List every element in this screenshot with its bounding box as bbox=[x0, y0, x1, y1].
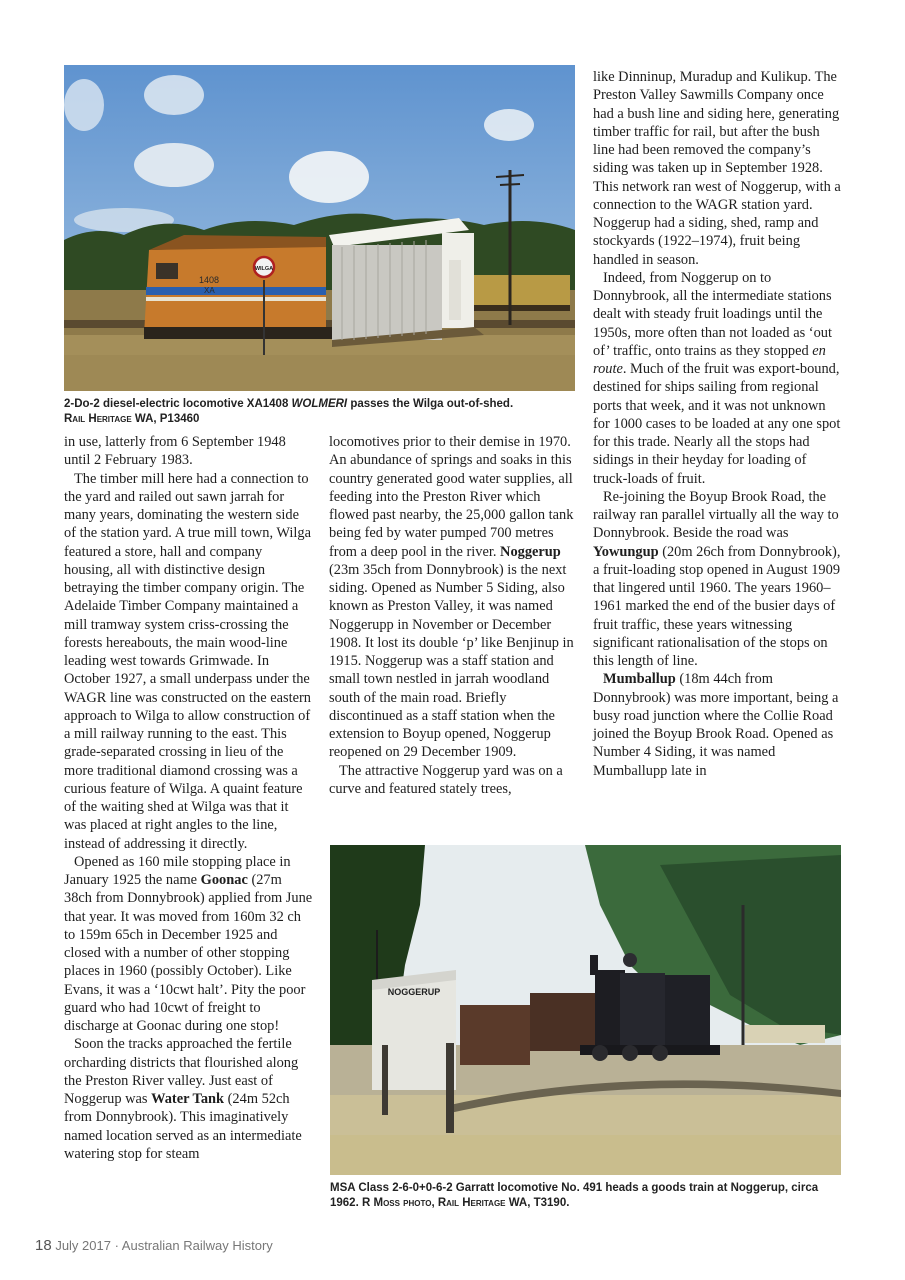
col3-paragraph: Re-joining the Boyup Brook Road, the railway ran parallel virtually all the way to Donnybrook. Beside the road was Yowungup (20m 26ch from Donnybrook), a fruit-loading stop opened in August 1909 that lingered until 1960. The years 1960–1961 marked the end of the busier days of fruit traffic, these years witnessing significant rationalisation of the stops on this length of line. bbox=[593, 488, 841, 669]
wilga-sign-text: WILGA bbox=[254, 266, 274, 272]
col1-paragraph: Opened as 160 mile stopping place in January 1925 the name Goonac (27m 38ch from Donnybrook) applied from June that year. It was moved from 160m 32 ch to 159m 65ch in December 1925 and closed with a number of other stopping places in 1960 (possibly October). Like Evans, it was a ‘10cwt halt’. Pity the poor guard who had 10cwt of freight to discharge at Goonac during one stop! bbox=[64, 853, 313, 1034]
col1-paragraph: Soon the tracks approached the fertile orcharding districts that flourished along the Preston River valley. Just east of Noggerup was Water Tank (24m 52ch from Donnybrook). This imaginatively named location served as an intermediate watering stop for steam bbox=[64, 1036, 302, 1162]
col3-paragraph: Indeed, from Noggerup on to Donnybrook, all the intermediate stations dealt with steady fruit loadings until the 1950s, more often than not loaded as ‘out of’ traffic, onto trains as they stopped en route. Much of the fruit was export-bound, destined for ships sailing from regional ports that week, and it was not unknown for 1000 cases to be loaded at any one spot for this trade. Nearly all the stops had sidings in their heyday for loading of truck-loads of fruit. bbox=[593, 269, 841, 487]
photo-garratt-noggerup bbox=[330, 845, 841, 1175]
col2-paragraph: The attractive Noggerup yard was on a curve and featured stately trees, bbox=[329, 762, 563, 797]
loco-letters-text: XA bbox=[204, 286, 215, 295]
footer-text: July 2017 · Australian Railway History bbox=[55, 1238, 273, 1253]
column-2 bbox=[329, 433, 575, 798]
photo1-caption: 2-Do-2 diesel-electric locomotive XA1408 WOLMERI passes the Wilga out-of-shed. Rail Heritage WA, P13460 bbox=[64, 398, 514, 425]
photo-xa1408-wilga bbox=[64, 65, 575, 391]
photo2-credit: R Moss photo, Rail Heritage WA, T3190. bbox=[361, 1197, 570, 1209]
column-1 bbox=[64, 433, 313, 1163]
loco-number-text: 1408 bbox=[199, 275, 220, 285]
photo1-credit: Rail Heritage WA, P13460 bbox=[64, 413, 200, 425]
noggerup-sign-text: NOGGERUP bbox=[387, 987, 441, 997]
page-number: 18 bbox=[35, 1237, 52, 1254]
col1-paragraph: The timber mill here had a connection to the yard and railed out sawn jarrah for many years, dominating the western side of the station yard. A true mill town, Wilga featured a store, hall and company housing, all with distinctive design betraying the timber company origin. The Adelaide Timber Company maintained a mill tramway system criss-crossing the forests hereabouts, the main wood-line leading west towards Grimwade. In October 1927, a small underpass under the WAGR line was constructed on the eastern approach to Wilga to allow construction of a mill railway running to the east. This grade-separated crossing in lieu of the more traditional diamond crossing was a curious feature of Wilga. A quaint feature of the waiting shed at Wilga was that it was placed at right angles to the line, instead of addressing it directly. bbox=[64, 470, 311, 852]
col1-paragraph: in use, latterly from 6 September 1948 until 2 February 1983. bbox=[64, 434, 286, 469]
col2-paragraph: locomotives prior to their demise in 1970. An abundance of springs and soaks in this country generated good water supplies, all feeding into the Preston River which flowed past nearby, the 25,000 gallon tank being fed by water pumped 700 metres from a deep pool in the river. Noggerup (23m 35ch from Donnybrook) is the next siding. Opened as Number 5 Siding, also known as Preston Valley, it was named Noggerupp in November or December 1908. It lost its double ‘p’ like Benjinup in 1915. Noggerup was a staff station and small town nestled in jarrah woodland south of the main road. Briefly discontinued as a staff station when the extension to Boyup opened, Noggerup reopened on 29 December 1909. bbox=[329, 434, 574, 761]
column-3 bbox=[593, 68, 843, 780]
page-footer bbox=[35, 1237, 273, 1254]
col3-paragraph: like Dinninup, Muradup and Kulikup. The Preston Valley Sawmills Company once had a bush line and siding here, generating timber traffic for rail, but after the bush line had been removed the company’s siding was taken up in September 1928. This network ran west of Noggerup, with a connection to the WAGR station yard. Noggerup had a siding, shed, ramp and stockyards (1922–1974), fruit being handled in season. bbox=[593, 69, 841, 268]
col3-paragraph: Mumballup (18m 44ch from Donnybrook) was more important, being a busy road junction where the Collie Road joined the Boyup Brook Road. Opened as Number 4 Siding, it was named Mumballupp late in bbox=[593, 671, 839, 779]
photo2-caption: MSA Class 2-6-0+0-6-2 Garratt locomotive No. 491 heads a goods train at Noggerup, circa 1962. R Moss photo, Rail Heritage WA, T3190. bbox=[330, 1182, 819, 1209]
